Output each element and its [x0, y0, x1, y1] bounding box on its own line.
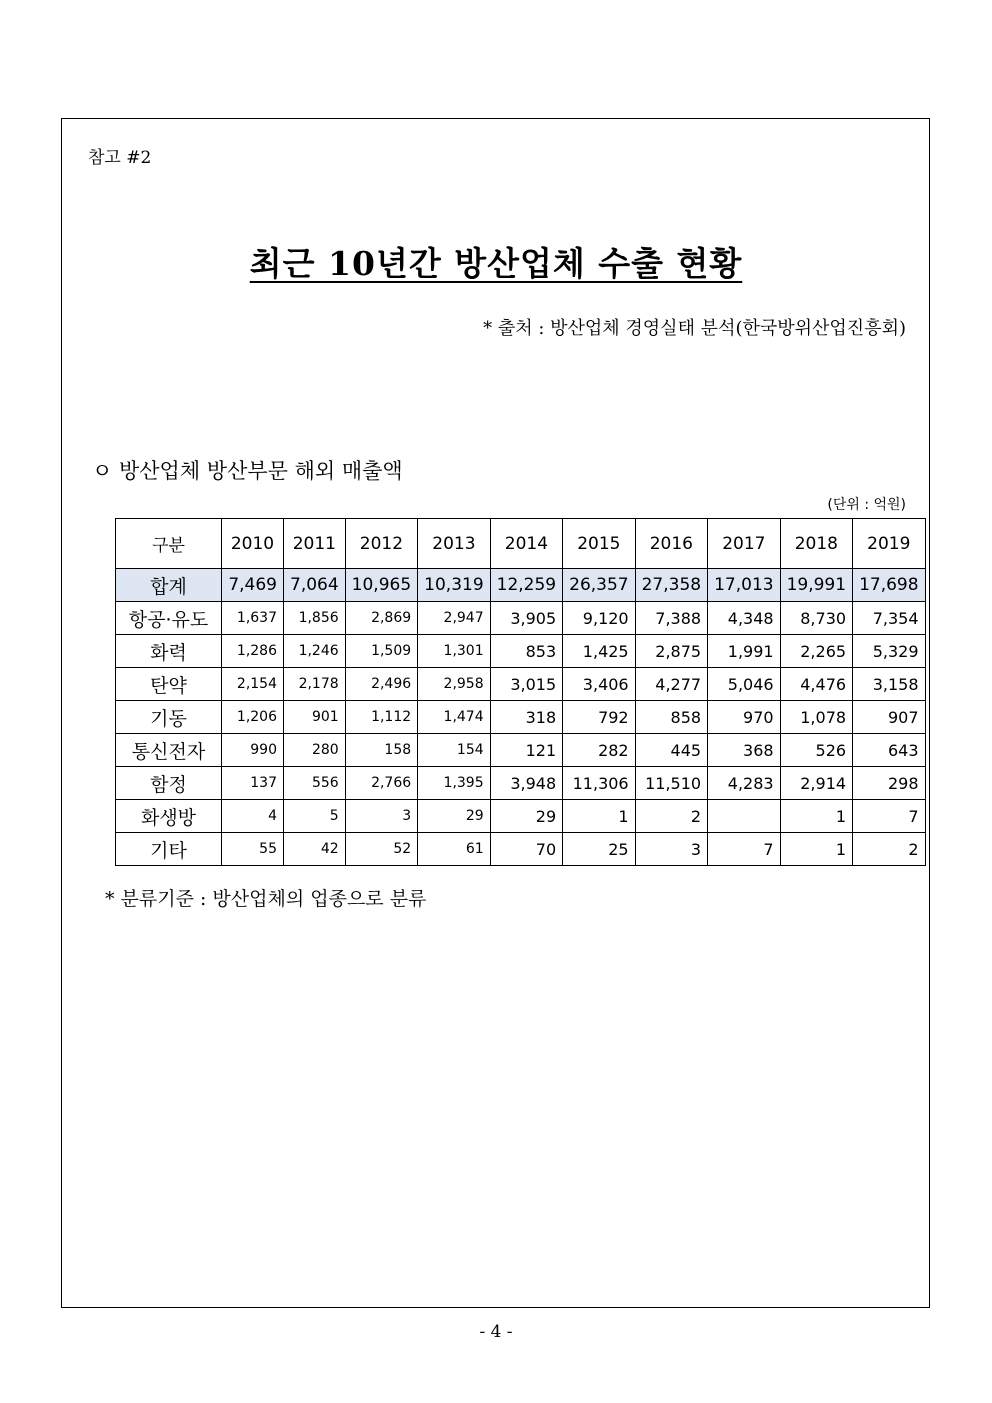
value-cell: 1,078 [780, 701, 852, 734]
category-cell: 기동 [116, 701, 222, 734]
value-cell: 61 [418, 833, 490, 866]
value-cell: 1,206 [222, 701, 284, 734]
unit-note: (단위 : 억원) [827, 497, 906, 513]
value-cell: 1,637 [222, 602, 284, 635]
value-cell: 5 [284, 800, 346, 833]
table-row [116, 833, 926, 866]
value-cell: 2,914 [780, 767, 852, 800]
value-cell: 3,905 [490, 602, 562, 635]
value-cell: 8,730 [780, 602, 852, 635]
value-cell: 368 [708, 734, 780, 767]
value-cell: 55 [222, 833, 284, 866]
table-header-row [116, 519, 926, 569]
category-cell: 항공·유도 [116, 602, 222, 635]
value-cell: 1,425 [563, 635, 635, 668]
header-cell: 2016 [635, 519, 707, 569]
value-cell: 29 [490, 800, 562, 833]
value-cell: 2,496 [345, 668, 417, 701]
value-cell: 2,869 [345, 602, 417, 635]
value-cell: 1,509 [345, 635, 417, 668]
value-cell [708, 800, 780, 833]
table-row [116, 602, 926, 635]
page-number: - 4 - [479, 1322, 513, 1342]
value-cell: 3 [345, 800, 417, 833]
header-cell: 2013 [418, 519, 490, 569]
header-cell: 2011 [284, 519, 346, 569]
export-table [115, 518, 926, 866]
category-cell: 합계 [116, 569, 222, 602]
header-cell: 2019 [853, 519, 925, 569]
header-cell: 2014 [490, 519, 562, 569]
value-cell: 2,947 [418, 602, 490, 635]
table-row [116, 701, 926, 734]
value-cell: 853 [490, 635, 562, 668]
page-title-text: 최근 10년간 방산업체 수출 현황 [249, 244, 743, 283]
header-cell: 2010 [222, 519, 284, 569]
header-cell: 구분 [116, 519, 222, 569]
value-cell: 526 [780, 734, 852, 767]
header-cell: 2015 [563, 519, 635, 569]
value-cell: 1,395 [418, 767, 490, 800]
table-row [116, 734, 926, 767]
value-cell: 1 [780, 800, 852, 833]
value-cell: 7 [853, 800, 925, 833]
value-cell: 5,329 [853, 635, 925, 668]
value-cell: 1,856 [284, 602, 346, 635]
value-cell: 2 [635, 800, 707, 833]
table-row [116, 800, 926, 833]
value-cell: 137 [222, 767, 284, 800]
value-cell: 1,301 [418, 635, 490, 668]
value-cell: 3,406 [563, 668, 635, 701]
header-cell: 2012 [345, 519, 417, 569]
value-cell: 907 [853, 701, 925, 734]
value-cell: 1,112 [345, 701, 417, 734]
value-cell: 1,246 [284, 635, 346, 668]
table-total-row [116, 569, 926, 602]
reference-label: 참고 #2 [88, 148, 152, 168]
value-cell: 2,178 [284, 668, 346, 701]
header-cell: 2017 [708, 519, 780, 569]
table-row [116, 635, 926, 668]
value-cell: 318 [490, 701, 562, 734]
value-cell: 2 [853, 833, 925, 866]
classification-note: * 분류기준 : 방산업체의 업종으로 분류 [105, 888, 427, 910]
value-cell: 25 [563, 833, 635, 866]
value-cell: 280 [284, 734, 346, 767]
category-cell: 화력 [116, 635, 222, 668]
value-cell: 121 [490, 734, 562, 767]
value-cell: 7,469 [222, 569, 284, 602]
value-cell: 7,064 [284, 569, 346, 602]
header-cell: 2018 [780, 519, 852, 569]
value-cell: 11,306 [563, 767, 635, 800]
value-cell: 7 [708, 833, 780, 866]
value-cell: 17,698 [853, 569, 925, 602]
category-cell: 함정 [116, 767, 222, 800]
source-note: * 출처 : 방산업체 경영실태 분석(한국방위산업진흥회) [483, 318, 906, 339]
section-heading: ㅇ 방산업체 방산부문 해외 매출액 [92, 459, 403, 483]
value-cell: 7,354 [853, 602, 925, 635]
category-cell: 기타 [116, 833, 222, 866]
category-cell: 화생방 [116, 800, 222, 833]
value-cell: 5,046 [708, 668, 780, 701]
value-cell: 556 [284, 767, 346, 800]
value-cell: 2,154 [222, 668, 284, 701]
value-cell: 19,991 [780, 569, 852, 602]
value-cell: 10,965 [345, 569, 417, 602]
page-title [0, 238, 992, 285]
table-body [116, 569, 926, 866]
value-cell: 4,283 [708, 767, 780, 800]
value-cell: 4,348 [708, 602, 780, 635]
value-cell: 4 [222, 800, 284, 833]
value-cell: 29 [418, 800, 490, 833]
value-cell: 27,358 [635, 569, 707, 602]
category-cell: 통신전자 [116, 734, 222, 767]
value-cell: 1,991 [708, 635, 780, 668]
value-cell: 154 [418, 734, 490, 767]
value-cell: 4,476 [780, 668, 852, 701]
value-cell: 70 [490, 833, 562, 866]
value-cell: 2,875 [635, 635, 707, 668]
table-row [116, 767, 926, 800]
value-cell: 970 [708, 701, 780, 734]
value-cell: 3,948 [490, 767, 562, 800]
value-cell: 282 [563, 734, 635, 767]
value-cell: 901 [284, 701, 346, 734]
category-cell: 탄약 [116, 668, 222, 701]
value-cell: 9,120 [563, 602, 635, 635]
value-cell: 4,277 [635, 668, 707, 701]
value-cell: 3 [635, 833, 707, 866]
value-cell: 2,265 [780, 635, 852, 668]
value-cell: 52 [345, 833, 417, 866]
value-cell: 990 [222, 734, 284, 767]
value-cell: 1,286 [222, 635, 284, 668]
value-cell: 3,158 [853, 668, 925, 701]
value-cell: 298 [853, 767, 925, 800]
value-cell: 26,357 [563, 569, 635, 602]
value-cell: 1,474 [418, 701, 490, 734]
value-cell: 11,510 [635, 767, 707, 800]
value-cell: 7,388 [635, 602, 707, 635]
value-cell: 2,766 [345, 767, 417, 800]
value-cell: 12,259 [490, 569, 562, 602]
value-cell: 158 [345, 734, 417, 767]
value-cell: 643 [853, 734, 925, 767]
value-cell: 858 [635, 701, 707, 734]
table-row [116, 668, 926, 701]
value-cell: 1 [780, 833, 852, 866]
value-cell: 2,958 [418, 668, 490, 701]
value-cell: 17,013 [708, 569, 780, 602]
value-cell: 1 [563, 800, 635, 833]
value-cell: 10,319 [418, 569, 490, 602]
value-cell: 3,015 [490, 668, 562, 701]
value-cell: 445 [635, 734, 707, 767]
value-cell: 792 [563, 701, 635, 734]
value-cell: 42 [284, 833, 346, 866]
